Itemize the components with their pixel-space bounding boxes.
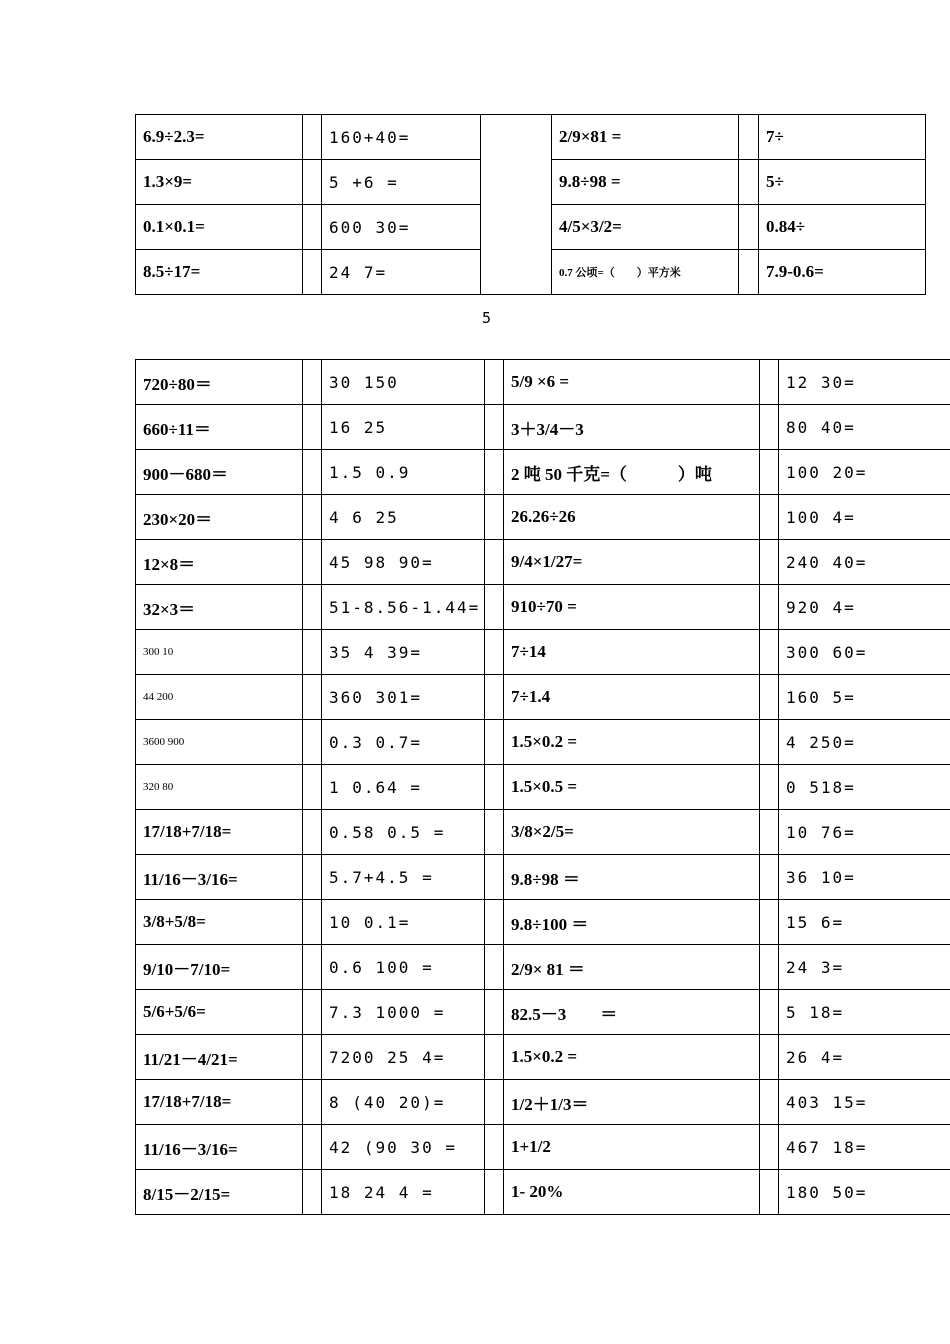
answer-cell [303, 765, 322, 810]
answer-cell [485, 495, 504, 540]
exercise-cell: 1.5×0.2 = [504, 720, 760, 765]
exercise-cell: 51-8.56-1.44= [322, 585, 485, 630]
exercise-cell: 12×8＝ [136, 540, 303, 585]
answer-cell [485, 945, 504, 990]
answer-cell [485, 360, 504, 405]
exercise-cell: 2/9×81 = [552, 115, 739, 160]
answer-cell [303, 495, 322, 540]
answer-cell [760, 1125, 779, 1170]
exercise-cell: 467 18= [779, 1125, 950, 1170]
exercise-cell: 7200 25 4= [322, 1035, 485, 1080]
exercise-cell: 1.5×0.5 = [504, 765, 760, 810]
exercise-cell: 1.3×9= [136, 160, 303, 205]
answer-cell [303, 990, 322, 1035]
exercise-cell: 2/9× 81 ＝ [504, 945, 760, 990]
exercise-cell: 24 3= [779, 945, 950, 990]
exercise-cell: 9/4×1/27= [504, 540, 760, 585]
answer-cell [760, 675, 779, 720]
exercise-cell: 320 80 [136, 765, 303, 810]
answer-cell [485, 855, 504, 900]
exercise-cell: 11/16－3/16= [136, 1125, 303, 1170]
exercise-cell: 240 40= [779, 540, 950, 585]
table-row [136, 855, 950, 900]
answer-cell [485, 1035, 504, 1080]
exercise-cell: 12 30= [779, 360, 950, 405]
answer-cell [303, 450, 322, 495]
exercise-cell: 35 4 39= [322, 630, 485, 675]
exercise-cell: 11/16－3/16= [136, 855, 303, 900]
exercise-cell: 8/15－2/15= [136, 1170, 303, 1215]
table-row [136, 585, 950, 630]
exercise-cell: 0 518= [779, 765, 950, 810]
exercise-cell: 5/6+5/6= [136, 990, 303, 1035]
exercise-cell: 910÷70 = [504, 585, 760, 630]
exercise-cell: 160 5= [779, 675, 950, 720]
exercise-cell: 26 4= [779, 1035, 950, 1080]
exercise-cell: 17/18+7/18= [136, 810, 303, 855]
table-row [136, 450, 950, 495]
exercise-cell: 0.6 100 = [322, 945, 485, 990]
table-row [136, 945, 950, 990]
answer-cell [739, 250, 759, 295]
exercise-cell: 1 0.64 = [322, 765, 485, 810]
table-row [136, 540, 950, 585]
exercise-cell: 403 15= [779, 1080, 950, 1125]
answer-cell [303, 1080, 322, 1125]
exercise-cell: 82.5－3 ＝ [504, 990, 760, 1035]
answer-cell [760, 1170, 779, 1215]
exercise-cell: 660÷11＝ [136, 405, 303, 450]
answer-cell [485, 675, 504, 720]
answer-cell [303, 720, 322, 765]
answer-cell [303, 540, 322, 585]
answer-cell [485, 1170, 504, 1215]
table-row [136, 630, 950, 675]
exercise-cell: 3/8+5/8= [136, 900, 303, 945]
exercise-cell: 5 +6 = [322, 160, 481, 205]
answer-cell [760, 900, 779, 945]
exercise-cell: 16 25 [322, 405, 485, 450]
exercise-cell: 2 吨 50 千克=（ ）吨 [504, 450, 760, 495]
exercise-cell: 1.5 0.9 [322, 450, 485, 495]
answer-cell [760, 450, 779, 495]
answer-cell [739, 115, 759, 160]
answer-cell [739, 160, 759, 205]
exercise-cell: 24 7= [322, 250, 481, 295]
table-row [136, 1125, 950, 1170]
answer-cell [760, 585, 779, 630]
exercise-cell: 8.5÷17= [136, 250, 303, 295]
exercise-cell: 7÷1.4 [504, 675, 760, 720]
exercise-cell: 3＋3/4－3 [504, 405, 760, 450]
answer-cell [303, 1170, 322, 1215]
top-exercise-table [135, 114, 926, 295]
exercise-cell: 1.5×0.2 = [504, 1035, 760, 1080]
exercise-cell: 4/5×3/2= [552, 205, 739, 250]
table-row [136, 900, 950, 945]
answer-cell [760, 765, 779, 810]
table-row [136, 1170, 950, 1215]
exercise-cell: 7.9-0.6= [759, 250, 926, 295]
note-text-2: 5 [482, 309, 494, 327]
exercise-cell: 100 20= [779, 450, 950, 495]
answer-cell [485, 540, 504, 585]
answer-cell [760, 810, 779, 855]
answer-cell [485, 450, 504, 495]
exercise-cell: 45 98 90= [322, 540, 485, 585]
exercise-cell: 7.3 1000 = [322, 990, 485, 1035]
answer-cell [760, 990, 779, 1035]
exercise-cell: 7÷ [759, 115, 926, 160]
exercise-cell: 300 10 [136, 630, 303, 675]
answer-cell [485, 990, 504, 1035]
main-exercise-table [135, 359, 950, 1215]
exercise-cell: 30 150 [322, 360, 485, 405]
answer-cell [303, 205, 322, 250]
exercise-cell: 1+1/2 [504, 1125, 760, 1170]
answer-cell [485, 900, 504, 945]
exercise-cell: 1- 20% [504, 1170, 760, 1215]
table-row [136, 405, 950, 450]
table-row [136, 1035, 950, 1080]
answer-cell [485, 1080, 504, 1125]
exercise-cell: 44 200 [136, 675, 303, 720]
answer-cell [303, 900, 322, 945]
answer-cell [760, 1035, 779, 1080]
exercise-cell: 0.84÷ [759, 205, 926, 250]
answer-cell [760, 1080, 779, 1125]
answer-cell [760, 405, 779, 450]
answer-cell [303, 855, 322, 900]
exercise-cell: 5 18= [779, 990, 950, 1035]
answer-cell [303, 630, 322, 675]
exercise-cell: 11/21－4/21= [136, 1035, 303, 1080]
answer-cell [303, 585, 322, 630]
answer-cell [485, 405, 504, 450]
exercise-cell: 17/18+7/18= [136, 1080, 303, 1125]
exercise-cell: 0.58 0.5 = [322, 810, 485, 855]
exercise-cell: 9.8÷100 ＝ [504, 900, 760, 945]
exercise-cell: 6.9÷2.3= [136, 115, 303, 160]
table-row [136, 990, 950, 1035]
exercise-cell: 5.7+4.5 = [322, 855, 485, 900]
table-row [136, 810, 950, 855]
exercise-cell: 300 60= [779, 630, 950, 675]
answer-cell [485, 720, 504, 765]
answer-cell [485, 810, 504, 855]
table-row [136, 115, 926, 160]
answer-cell [760, 540, 779, 585]
exercise-cell: 600 30= [322, 205, 481, 250]
exercise-cell: 8 (40 20)= [322, 1080, 485, 1125]
exercise-cell: 9.8÷98 = [552, 160, 739, 205]
answer-cell [760, 495, 779, 540]
answer-cell [760, 720, 779, 765]
table-row [136, 360, 950, 405]
answer-cell [303, 250, 322, 295]
exercise-cell: 80 40= [779, 405, 950, 450]
answer-cell [303, 945, 322, 990]
exercise-cell: 230×20＝ [136, 495, 303, 540]
exercise-cell: 36 10= [779, 855, 950, 900]
answer-cell [485, 630, 504, 675]
exercise-cell: 10 0.1= [322, 900, 485, 945]
exercise-cell: 920 4= [779, 585, 950, 630]
exercise-cell: 360 301= [322, 675, 485, 720]
exercise-cell: 0.7 公顷=（ ）平方米 [552, 250, 739, 295]
answer-cell [760, 945, 779, 990]
answer-cell [760, 360, 779, 405]
exercise-cell: 26.26÷26 [504, 495, 760, 540]
exercise-cell: 5/9 ×6 = [504, 360, 760, 405]
exercise-cell: 3/8×2/5= [504, 810, 760, 855]
exercise-cell: 4 250= [779, 720, 950, 765]
answer-cell [485, 1125, 504, 1170]
exercise-cell: 42 (90 30 = [322, 1125, 485, 1170]
table-row [136, 765, 950, 810]
exercise-cell: 4 6 25 [322, 495, 485, 540]
exercise-cell: 18 24 4 = [322, 1170, 485, 1215]
exercise-cell: 5÷ [759, 160, 926, 205]
exercise-cell: 9.8÷98 ＝ [504, 855, 760, 900]
answer-cell [303, 1035, 322, 1080]
table-row [136, 675, 950, 720]
answer-cell [760, 855, 779, 900]
exercise-cell: 100 4= [779, 495, 950, 540]
answer-cell [485, 765, 504, 810]
exercise-cell: 720÷80＝ [136, 360, 303, 405]
exercise-cell: 15 6= [779, 900, 950, 945]
answer-cell [485, 585, 504, 630]
exercise-cell: 180 50= [779, 1170, 950, 1215]
exercise-cell: 1/2＋1/3＝ [504, 1080, 760, 1125]
exercise-cell: 160+40= [322, 115, 481, 160]
table-row [136, 1080, 950, 1125]
answer-cell [760, 630, 779, 675]
answer-cell [303, 405, 322, 450]
exercise-cell: 3600 900 [136, 720, 303, 765]
answer-cell [303, 360, 322, 405]
answer-cell [303, 115, 322, 160]
exercise-cell: 900－680＝ [136, 450, 303, 495]
exercise-cell: 32×3＝ [136, 585, 303, 630]
exercise-cell: 0.1×0.1= [136, 205, 303, 250]
table-row [136, 720, 950, 765]
table-row [136, 495, 950, 540]
answer-cell [303, 160, 322, 205]
exercise-cell: 7÷14 [504, 630, 760, 675]
exercise-cell: 0.3 0.7= [322, 720, 485, 765]
spacer-cell [481, 115, 552, 295]
answer-cell [303, 1125, 322, 1170]
exercise-cell: 9/10－7/10= [136, 945, 303, 990]
answer-cell [303, 810, 322, 855]
exercise-cell: 10 76= [779, 810, 950, 855]
answer-cell [303, 675, 322, 720]
answer-cell [739, 205, 759, 250]
